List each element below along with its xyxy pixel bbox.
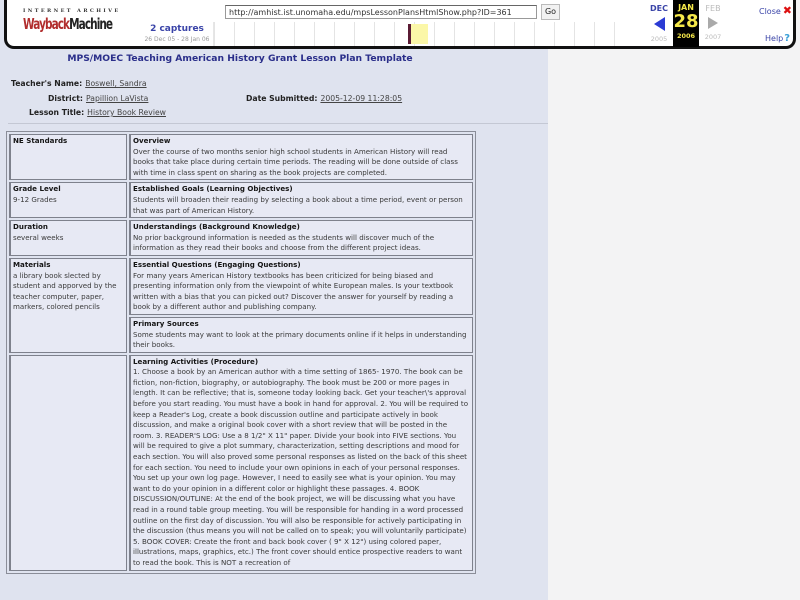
- lesson-plan-table: [6, 131, 476, 574]
- help-button[interactable]: Help?: [765, 33, 791, 44]
- cell-heading: Grade Level: [13, 184, 61, 194]
- understandings-cell: [129, 220, 473, 256]
- cell-text: a library book slected by student and apporved by the teacher computer, paper, markers, colored pencils: [13, 270, 117, 312]
- table-row: [9, 258, 473, 315]
- wayback-logo[interactable]: [23, 8, 121, 33]
- empty-left-cell: [9, 355, 127, 571]
- cell-text: No prior background information is needed as the students will discover much of the information as they read their books and choose from the different project ideas.: [133, 232, 435, 253]
- calendar-next: [701, 0, 725, 41]
- wayback-toolbar: [4, 0, 796, 49]
- date-link[interactable]: 2005-12-09 11:28:05: [320, 94, 403, 103]
- go-button[interactable]: Go: [541, 4, 560, 20]
- cell-heading: NE Standards: [13, 136, 68, 145]
- materials-cell: [9, 258, 127, 353]
- cell-text: Students will broaden their reading by selecting a book about a time period, event or person that was part of American History.: [133, 194, 463, 215]
- calendar-prev[interactable]: [647, 0, 671, 43]
- cell-heading: Duration: [13, 222, 48, 232]
- prev-year-label: 2005: [650, 35, 668, 43]
- calendar-current: [673, 0, 699, 47]
- prev-month-label: DEC: [650, 4, 668, 13]
- date-label: Date Submitted:: [246, 94, 318, 103]
- table-row: [9, 182, 473, 218]
- logo-wayback-machine-text: WaybackMachine: [23, 15, 113, 33]
- lesson-label: Lesson Title:: [29, 108, 85, 117]
- page-background-margin: [548, 0, 800, 600]
- captures-info: [137, 24, 217, 43]
- cell-heading: Understandings (Background Knowledge): [133, 222, 300, 232]
- table-row: [9, 134, 473, 180]
- essential-questions-cell: [129, 258, 473, 315]
- next-month-label: FEB: [705, 4, 721, 13]
- cell-text: several weeks: [13, 232, 64, 242]
- cell-heading: Learning Activities (Procedure): [133, 356, 259, 366]
- url-input[interactable]: http://amhist.ist.unomaha.edu/mpsLessonPlansHtmlShow.php?ID=361: [225, 5, 537, 19]
- close-icon: ✖: [782, 4, 793, 17]
- cell-text: 9-12 Grades: [13, 194, 57, 204]
- table-row: [9, 355, 473, 571]
- goals-cell: [129, 182, 473, 218]
- grade-level-cell: [9, 182, 127, 218]
- cell-heading: Essential Questions (Engaging Questions): [133, 259, 301, 269]
- current-capture-highlight: [411, 24, 428, 44]
- current-day-label: 28: [673, 11, 699, 32]
- cell-heading: Established Goals (Learning Objectives): [133, 184, 293, 194]
- district-link[interactable]: Papillion LaVista: [86, 94, 149, 103]
- captures-count-link[interactable]: 2 captures: [150, 24, 204, 34]
- date-submitted-row: [246, 94, 402, 103]
- lesson-title-row: [29, 108, 166, 117]
- district-label: District:: [48, 94, 83, 103]
- current-year-label: 2006: [676, 32, 696, 40]
- captures-range: 26 Dec 05 - 28 Jan 06: [144, 36, 210, 43]
- learning-activities-cell: [129, 355, 473, 571]
- ne-standards-cell: [9, 134, 127, 180]
- close-button[interactable]: Close ✖: [759, 4, 793, 17]
- district-row: [48, 94, 148, 103]
- primary-sources-cell: [129, 317, 473, 353]
- cell-text: For many years American History textbooks has been criticized for being biased and presenting information only from the viewpoint of white European males. Is your textbook written with a bias that you can picked out? Discover the answer for yourself by reading a book by a different author and publishing company.: [133, 270, 454, 312]
- cell-heading: Primary Sources: [133, 318, 199, 328]
- cell-text: Over the course of two months senior high school students in American History will read books that take place during certain time periods. The reading will be done outside of class with time in class spent on sharing as the book projects are completed.: [133, 146, 458, 177]
- cell-text: Some students may want to look at the primary documents online if it helps in understanding their books.: [133, 329, 467, 350]
- prev-arrow-icon[interactable]: [654, 17, 665, 31]
- duration-cell: [9, 220, 127, 256]
- page-title: MPS/MOEC Teaching American History Grant Lesson Plan Template: [67, 53, 413, 64]
- overview-cell: [129, 134, 473, 180]
- next-year-label: 2007: [704, 33, 722, 41]
- lesson-link[interactable]: History Book Review: [87, 108, 166, 117]
- cell-text: 1. Choose a book by an American author with a time setting of 1865- 1970. The book can be fiction, non-fiction, biography, or autobiography. The book must be 200 or more pages in length. It can be reflective; that is, someone today looking back. Get your teacher\'s approval before you start reading. You must have a book in hand for approval. 2. You will be required to keep a Reader's Log, create a book discussion outline and participate actively in book discussion, and make a original book cover with a short review that will be posted in the room. 3. READER'S LOG: Use a 8 1/2" X 11" paper. Divide your book into FIVE sections. You will be required to give a plot summary, characterization, setting descriptions and mood for each section. You will also proved some personal responses as listed on the back of this sheet for each section. You need to include your own opinions in each of your personal responses. You set up your own log page. However, I need to easily see what is your opinion. You may want to do your opinion in a different color or highlight these passages. 4. BOOK DISCUSSION/OUTLINE: At the end of the book project, we will be discussing what you have read in a round table group meeting. You will be responsible for handing in a word processed outline on the first day of discussion. You will also be responsible for actively participating in the discussion (thus means you will not be called on to speak; you will voluntarily participate) 5. BOOK COVER: Create the front and back book cover ( 9" X 12") using colored paper, illustrations, maps, graphics, etc.) The front cover should entice prospective readers to want to read the book. This is NOT a recreation of: [133, 367, 469, 567]
- teacher-label: Teacher's Name:: [11, 79, 83, 88]
- table-row: [9, 220, 473, 256]
- divider: [8, 123, 548, 124]
- current-month-label: JAN: [678, 3, 694, 12]
- teacher-name-row: [11, 79, 147, 88]
- next-arrow-icon: [708, 17, 718, 29]
- capture-timeline-sparkline[interactable]: [213, 22, 633, 46]
- help-icon: ?: [784, 33, 791, 44]
- logo-internet-archive-text: INTERNET ARCHIVE: [23, 8, 121, 14]
- cell-heading: Materials: [13, 259, 51, 269]
- cell-heading: Overview: [133, 136, 171, 145]
- teacher-link[interactable]: Boswell, Sandra: [85, 79, 147, 88]
